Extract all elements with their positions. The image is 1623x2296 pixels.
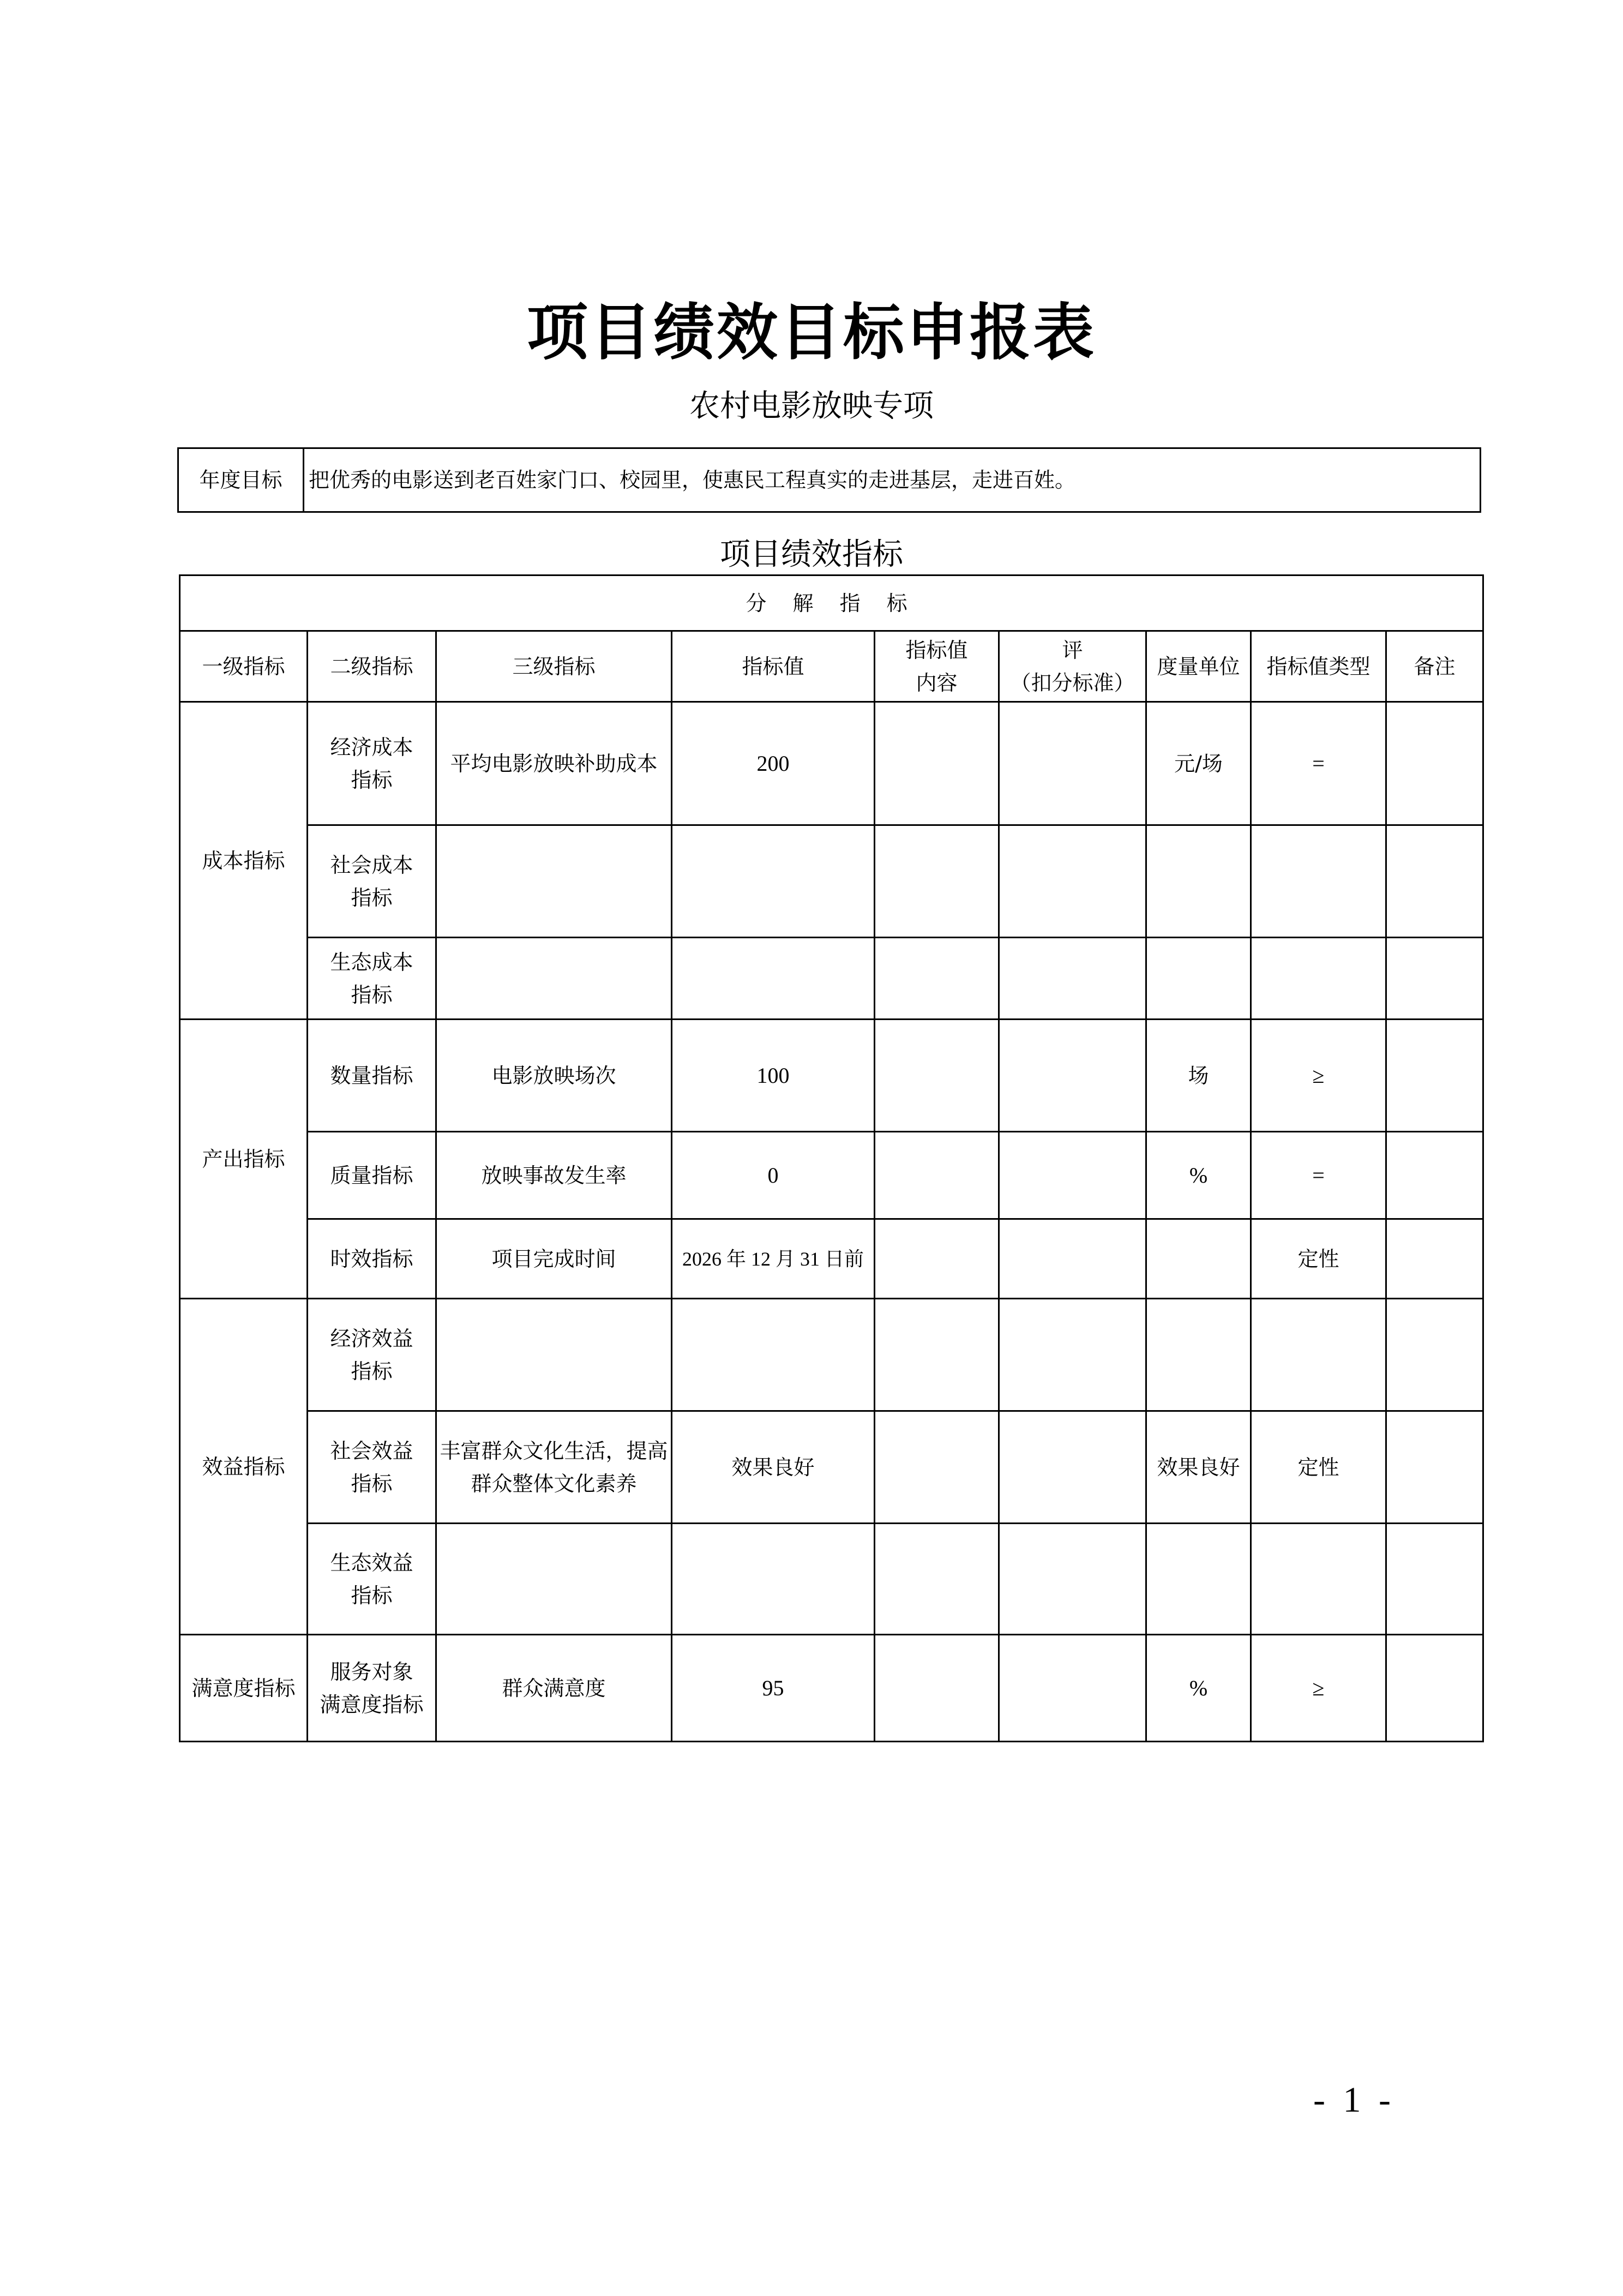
content-cell [875, 1411, 999, 1524]
level2-cell [308, 1635, 436, 1742]
header-level1: 一级指标 [180, 631, 308, 702]
level3-cell: 群众满意度 [436, 1635, 672, 1742]
level2-cell [308, 1132, 436, 1219]
value-cell [672, 938, 875, 1020]
level2-cell [308, 938, 436, 1020]
value-cell: 效果良好 [672, 1411, 875, 1524]
value-cell [672, 825, 875, 938]
level2-line1: 质量指标 [330, 1163, 413, 1188]
header-level3: 三级指标 [436, 631, 672, 702]
group-satisfaction: 满意度指标 [180, 1635, 308, 1742]
group-cost: 成本指标 [180, 702, 308, 1020]
header-value-type: 指标值类型 [1251, 631, 1386, 702]
group-output: 产出指标 [180, 1020, 308, 1299]
value-cell: 95 [672, 1635, 875, 1742]
level2-line1: 经济效益 [330, 1326, 413, 1351]
level3-cell: 平均电影放映补助成本 [436, 702, 672, 825]
header-row [180, 631, 1483, 702]
table-row [180, 1299, 1483, 1411]
group-header-row [180, 576, 1483, 631]
group-benefit: 效益指标 [180, 1299, 308, 1635]
content-cell [875, 1635, 999, 1742]
note-cell [1386, 1132, 1483, 1219]
page-subtitle: 农村电影放映专项 [689, 388, 934, 424]
score-cell [999, 1132, 1146, 1219]
score-cell [999, 702, 1146, 825]
note-cell [1386, 1020, 1483, 1132]
table-row [180, 1219, 1483, 1299]
level2-line2: 指标 [351, 768, 393, 792]
level2-cell [308, 1020, 436, 1132]
level2-line1: 时效指标 [330, 1246, 413, 1271]
level2-line1: 生态效益 [330, 1550, 413, 1575]
type-cell [1251, 1299, 1386, 1411]
header-unit: 度量单位 [1146, 631, 1251, 702]
note-cell [1386, 702, 1483, 825]
level2-line2: 指标 [351, 885, 393, 910]
level2-line2: 指标 [351, 1359, 393, 1383]
type-cell: 定性 [1251, 1411, 1386, 1524]
unit-cell [1146, 1219, 1251, 1299]
table-row [180, 938, 1483, 1020]
value-cell [672, 1299, 875, 1411]
level3-cell [436, 1299, 672, 1411]
level3-cell: 电影放映场次 [436, 1020, 672, 1132]
performance-indicator-table [179, 574, 1484, 1742]
type-cell: 定性 [1251, 1219, 1386, 1299]
score-cell [999, 1411, 1146, 1524]
level3-cell [436, 1524, 672, 1635]
level3-cell [436, 825, 672, 938]
unit-cell: % [1146, 1635, 1251, 1742]
unit-cell: 场 [1146, 1020, 1251, 1132]
content-cell [875, 1299, 999, 1411]
note-cell [1386, 1635, 1483, 1742]
score-cell [999, 1524, 1146, 1635]
group-header: 分 解 指 标 [180, 576, 1483, 631]
level3-cell [436, 938, 672, 1020]
content-cell [875, 1219, 999, 1299]
type-cell: ≥ [1251, 1635, 1386, 1742]
annual-goal-row [178, 448, 1481, 512]
level2-line2: 指标 [351, 1583, 393, 1608]
unit-cell: 效果良好 [1146, 1411, 1251, 1524]
value-cell: 0 [672, 1132, 875, 1219]
annual-goal-text: 把优秀的电影送到老百姓家门口、校园里，使惠民工程真实的走进基层，走进百姓。 [304, 448, 1481, 512]
level2-line1: 社会成本 [330, 853, 413, 877]
level2-line1: 生态成本 [330, 950, 413, 974]
header-value: 指标值 [672, 631, 875, 702]
value-cell: 2026 年 12 月 31 日前 [672, 1219, 875, 1299]
type-cell: = [1251, 702, 1386, 825]
table-row [180, 825, 1483, 938]
page-title: 项目绩效目标申报表 [527, 297, 1096, 368]
content-cell [875, 1524, 999, 1635]
note-cell [1386, 825, 1483, 938]
level3-cell: 放映事故发生率 [436, 1132, 672, 1219]
content-cell [875, 825, 999, 938]
content-cell [875, 702, 999, 825]
note-cell [1386, 1299, 1483, 1411]
unit-cell [1146, 825, 1251, 938]
table-row [180, 1635, 1483, 1742]
unit-cell: % [1146, 1132, 1251, 1219]
level2-line1: 数量指标 [330, 1063, 413, 1088]
unit-cell [1146, 938, 1251, 1020]
content-cell [875, 1020, 999, 1132]
level3-cell: 项目完成时间 [436, 1219, 672, 1299]
level2-line2: 满意度指标 [320, 1692, 424, 1717]
header-value-content [875, 631, 999, 702]
level3-cell: 丰富群众文化生活，提高群众整体文化素养 [436, 1411, 672, 1524]
type-cell: ≥ [1251, 1020, 1386, 1132]
level2-line1: 社会效益 [330, 1438, 413, 1463]
level2-line1: 服务对象 [330, 1659, 413, 1684]
type-cell [1251, 938, 1386, 1020]
score-cell [999, 1020, 1146, 1132]
annual-goal-table [177, 447, 1481, 513]
level2-line2: 指标 [351, 1471, 393, 1496]
level2-cell [308, 1299, 436, 1411]
note-cell [1386, 1219, 1483, 1299]
value-cell: 100 [672, 1020, 875, 1132]
page-number: - 1 - [1313, 2080, 1395, 2120]
header-note: 备注 [1386, 631, 1483, 702]
content-cell [875, 938, 999, 1020]
level2-cell [308, 702, 436, 825]
unit-cell [1146, 1524, 1251, 1635]
score-cell [999, 1635, 1146, 1742]
value-cell: 200 [672, 702, 875, 825]
level2-line1: 经济成本 [330, 735, 413, 759]
content-cell [875, 1132, 999, 1219]
level2-line2: 指标 [351, 982, 393, 1007]
type-cell [1251, 825, 1386, 938]
level2-cell [308, 1219, 436, 1299]
score-cell [999, 1219, 1146, 1299]
table-row [180, 1020, 1483, 1132]
unit-cell [1146, 1299, 1251, 1411]
note-cell [1386, 1524, 1483, 1635]
type-cell: = [1251, 1132, 1386, 1219]
score-cell [999, 1299, 1146, 1411]
score-cell [999, 938, 1146, 1020]
level2-cell [308, 1524, 436, 1635]
table-row [180, 702, 1483, 825]
table-row [180, 1411, 1483, 1524]
score-cell [999, 825, 1146, 938]
header-score-line1: 评 [1062, 638, 1083, 662]
table-row [180, 1524, 1483, 1635]
header-score-line2: （扣分标准） [1010, 670, 1135, 695]
header-value-content-line2: 内容 [916, 670, 958, 695]
value-cell [672, 1524, 875, 1635]
section-title: 项目绩效指标 [720, 537, 903, 572]
annual-goal-label: 年度目标 [178, 448, 304, 512]
header-value-content-line1: 指标值 [905, 638, 968, 662]
level2-cell [308, 825, 436, 938]
table-row [180, 1132, 1483, 1219]
unit-cell: 元/场 [1146, 702, 1251, 825]
note-cell [1386, 1411, 1483, 1524]
level2-cell [308, 1411, 436, 1524]
note-cell [1386, 938, 1483, 1020]
header-score [999, 631, 1146, 702]
type-cell [1251, 1524, 1386, 1635]
header-level2: 二级指标 [308, 631, 436, 702]
